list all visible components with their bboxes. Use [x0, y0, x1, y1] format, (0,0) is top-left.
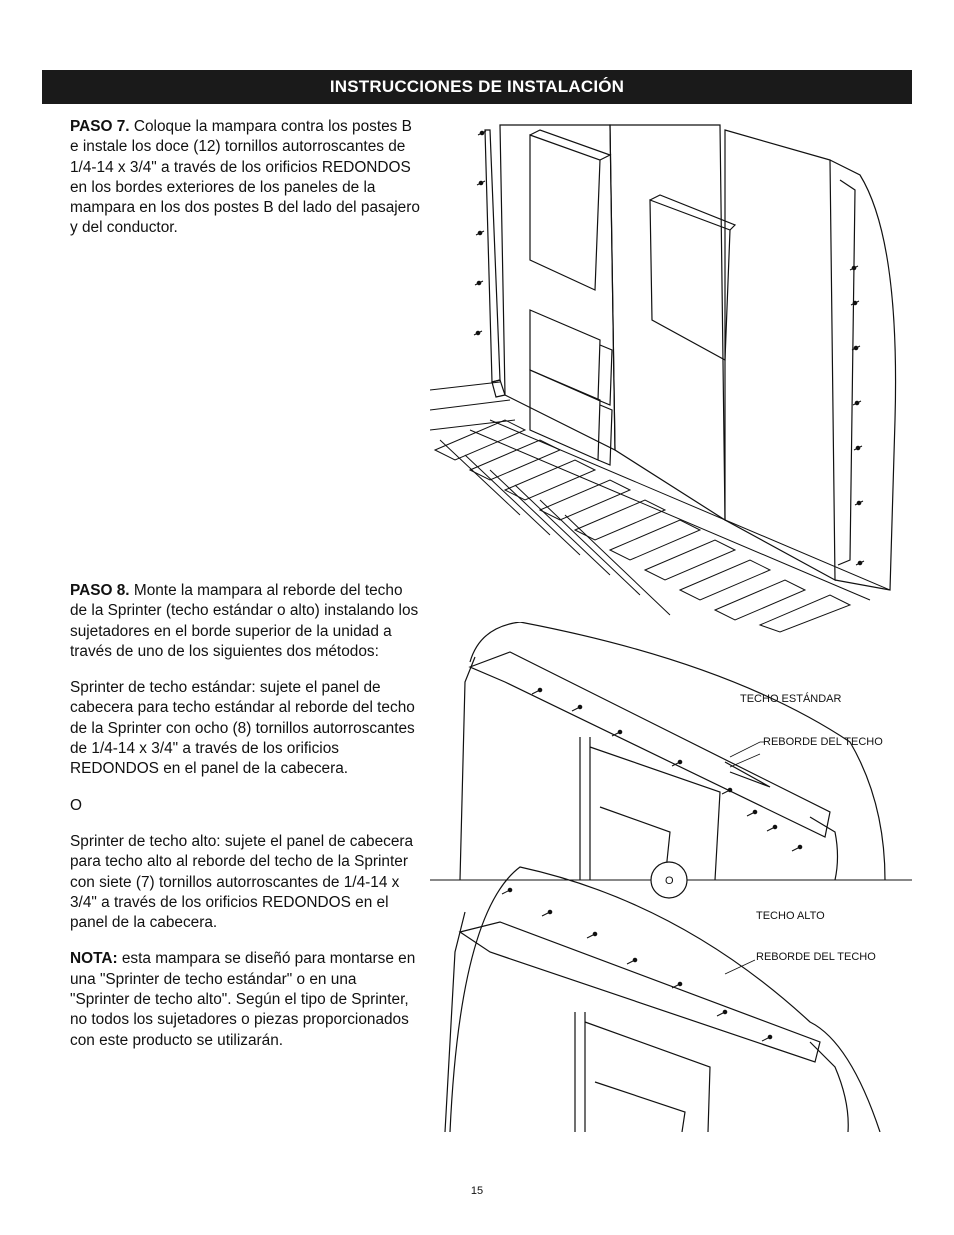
step8-text: Monte la mampara al reborde del techo de la Sprinter (techo estándar o alto) instalando los sujetadores en el borde superior de la unidad a través de uno de los siguientes dos métodos: — [70, 582, 419, 660]
page-number: 15 — [470, 1185, 484, 1197]
label-roof-flange-high: REBORDE DEL TECHO — [756, 951, 876, 963]
standard-roof-paragraph: Sprinter de techo estándar: sujete el panel de cabecera para techo estándar al reborde del techo de la Sprinter con ocho (8) tornillos autorroscantes de 1/4-14 x 3/4" a través de los orificios REDONDOS en el panel de la cabecera. — [70, 679, 415, 778]
step8-block — [70, 581, 420, 1067]
section-title: INSTRUCCIONES DE INSTALACIÓN — [329, 77, 625, 96]
note-label: NOTA: — [70, 950, 118, 968]
label-or-circle: O — [665, 875, 674, 887]
note-text: esta mampara se diseñó para montarse en una "Sprinter de techo estándar" o en una "Sprinter de techo alto". Según el tipo de Sprinter, no todos los sujetadores o piezas proporcionados con este producto se utilizarán. — [70, 950, 416, 1049]
label-standard-roof: TECHO ESTÁNDAR — [740, 693, 842, 705]
figure-partition-b-posts — [430, 120, 900, 635]
section-header — [42, 70, 912, 104]
step7-label: PASO 7. — [70, 118, 130, 135]
step8-paragraph — [70, 581, 420, 662]
step8-label: PASO 8. — [70, 582, 130, 599]
or-paragraph: O — [70, 796, 82, 814]
step7-paragraph — [70, 117, 420, 239]
note-paragraph — [70, 949, 420, 1050]
high-roof-paragraph: Sprinter de techo alto: sujete el panel de cabecera para techo alto al reborde del techo de la Sprinter con siete (7) tornillos autorroscantes de 1/4-14 x 3/4" a través de los orificios REDONDOS en el panel de la cabecera. — [70, 832, 414, 932]
step7-text: Coloque la mampara contra los postes B e instale los doce (12) tornillos autorroscantes de 1/4-14 x 3/4" a través de los orificios REDONDOS en los bordes exteriores de los paneles de la mampara en los dos postes B del lado del pasajero y del conductor. — [70, 118, 420, 237]
step7-block — [70, 117, 420, 255]
label-roof-flange-standard: REBORDE DEL TECHO — [763, 736, 883, 748]
label-high-roof: TECHO ALTO — [756, 910, 825, 922]
